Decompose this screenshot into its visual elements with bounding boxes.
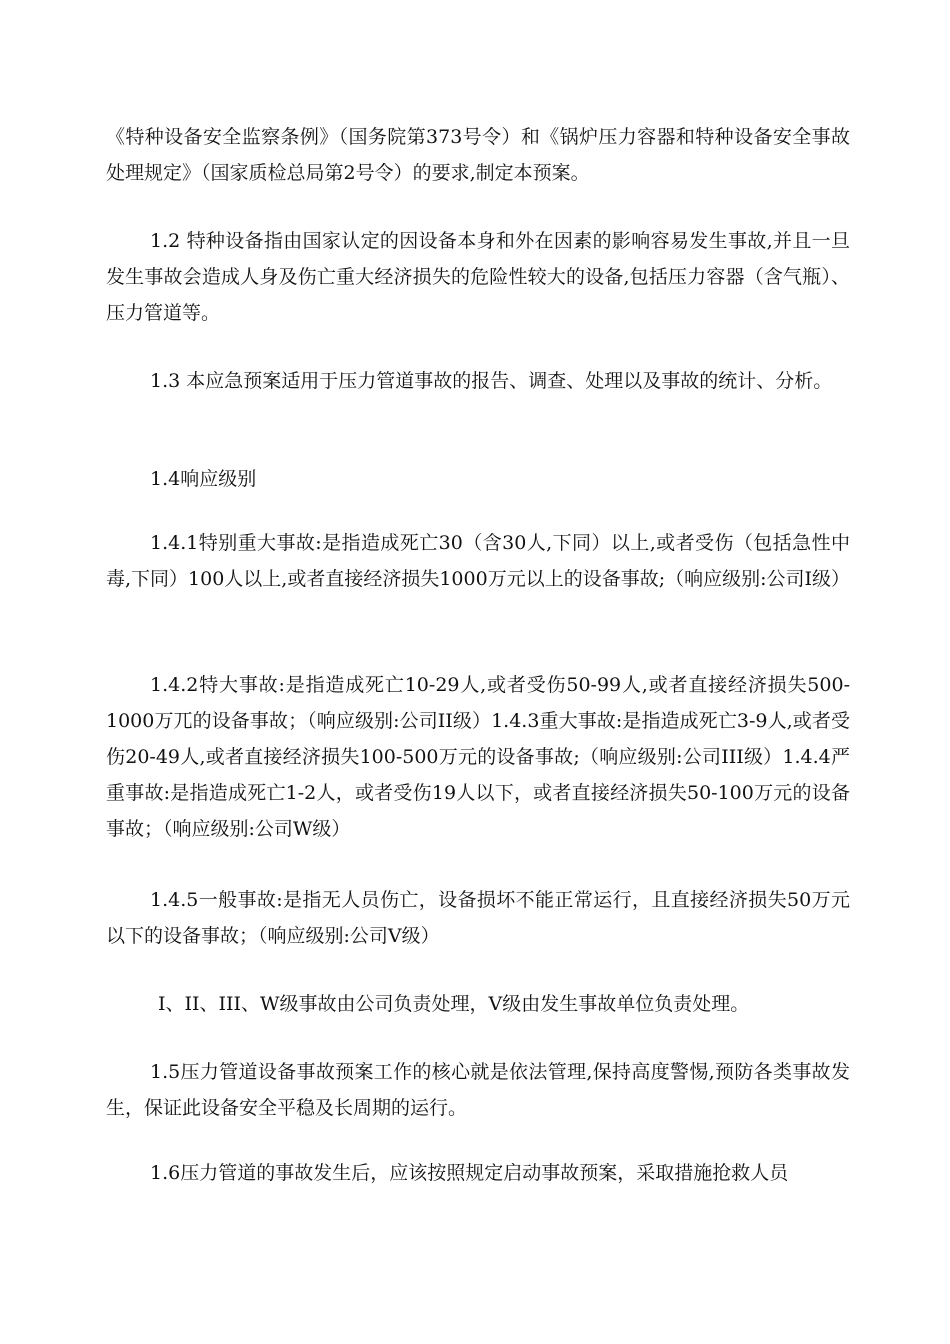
paragraph-1-5-core: 1.5压力管道设备事故预案工作的核心就是依法管理,保持高度警惕,预防各类事故发生，保证此设备安全平稳及长周期的运行。 — [106, 1061, 850, 1119]
paragraph-1-2-definition: 1.2 特种设备指由国家认定的因设备本身和外在因素的影响容易发生事故,并且一旦发生事故会造成人身及伤亡重大经济损失的危险性较大的设备,包括压力容器（含气瓶）、压力管道等。 — [106, 230, 850, 324]
paragraph-1-6-after-accident: 1.6压力管道的事故发生后，应该按照规定启动事故预案，采取措施抢救人员 — [150, 1162, 789, 1184]
paragraph-1-4-5-general: 1.4.5一般事故:是指无人员伤亡，设备损坏不能正常运行，且直接经济损失50万元以下的设备事故；（响应级别:公司V级） — [106, 889, 850, 947]
paragraph-1-4-1-extremely-major: 1.4.1特别重大事故:是指造成死亡30（含30人,下同）以上,或者受伤（包括急性中毒,下同）100人以上,或者直接经济损失1000万元以上的设备事故;（响应级别:公司I级） — [106, 532, 851, 590]
paragraph-handling-responsibility: I、II、III、W级事故由公司负责处理，V级由发生事故单位负责处理。 — [158, 993, 750, 1015]
heading-1-4-response-level: 1.4响应级别 — [150, 468, 257, 490]
paragraph-1-4-2-to-1-4-4: 1.4.2特大事故:是指造成死亡10-29人,或者受伤50-99人,或者直接经济损失500-1000万兀的设备事故；（响应级别:公司II级）1.4.3重大事故:是指造成死亡3-9人,或者受伤20-49人,或者直接经济损失100-500万元的设备事故;（响应级别:公司III级）1.4.4严重事故:是指造成死亡1-2人，或者受伤19人以下，或者直接经济损失50-100万元的设备事故；（响应级别:公司W级） — [106, 674, 850, 840]
paragraph-1-3-scope: 1.3 本应急预案适用于压力管道事故的报告、调查、处理以及事故的统计、分析。 — [150, 370, 833, 392]
paragraph-regulations-basis: 《特种设备安全监察条例》（国务院第373号令）和《锅炉压力容器和特种设备安全事故处理规定》（国家质检总局第2号令）的要求,制定本预案。 — [106, 126, 850, 184]
